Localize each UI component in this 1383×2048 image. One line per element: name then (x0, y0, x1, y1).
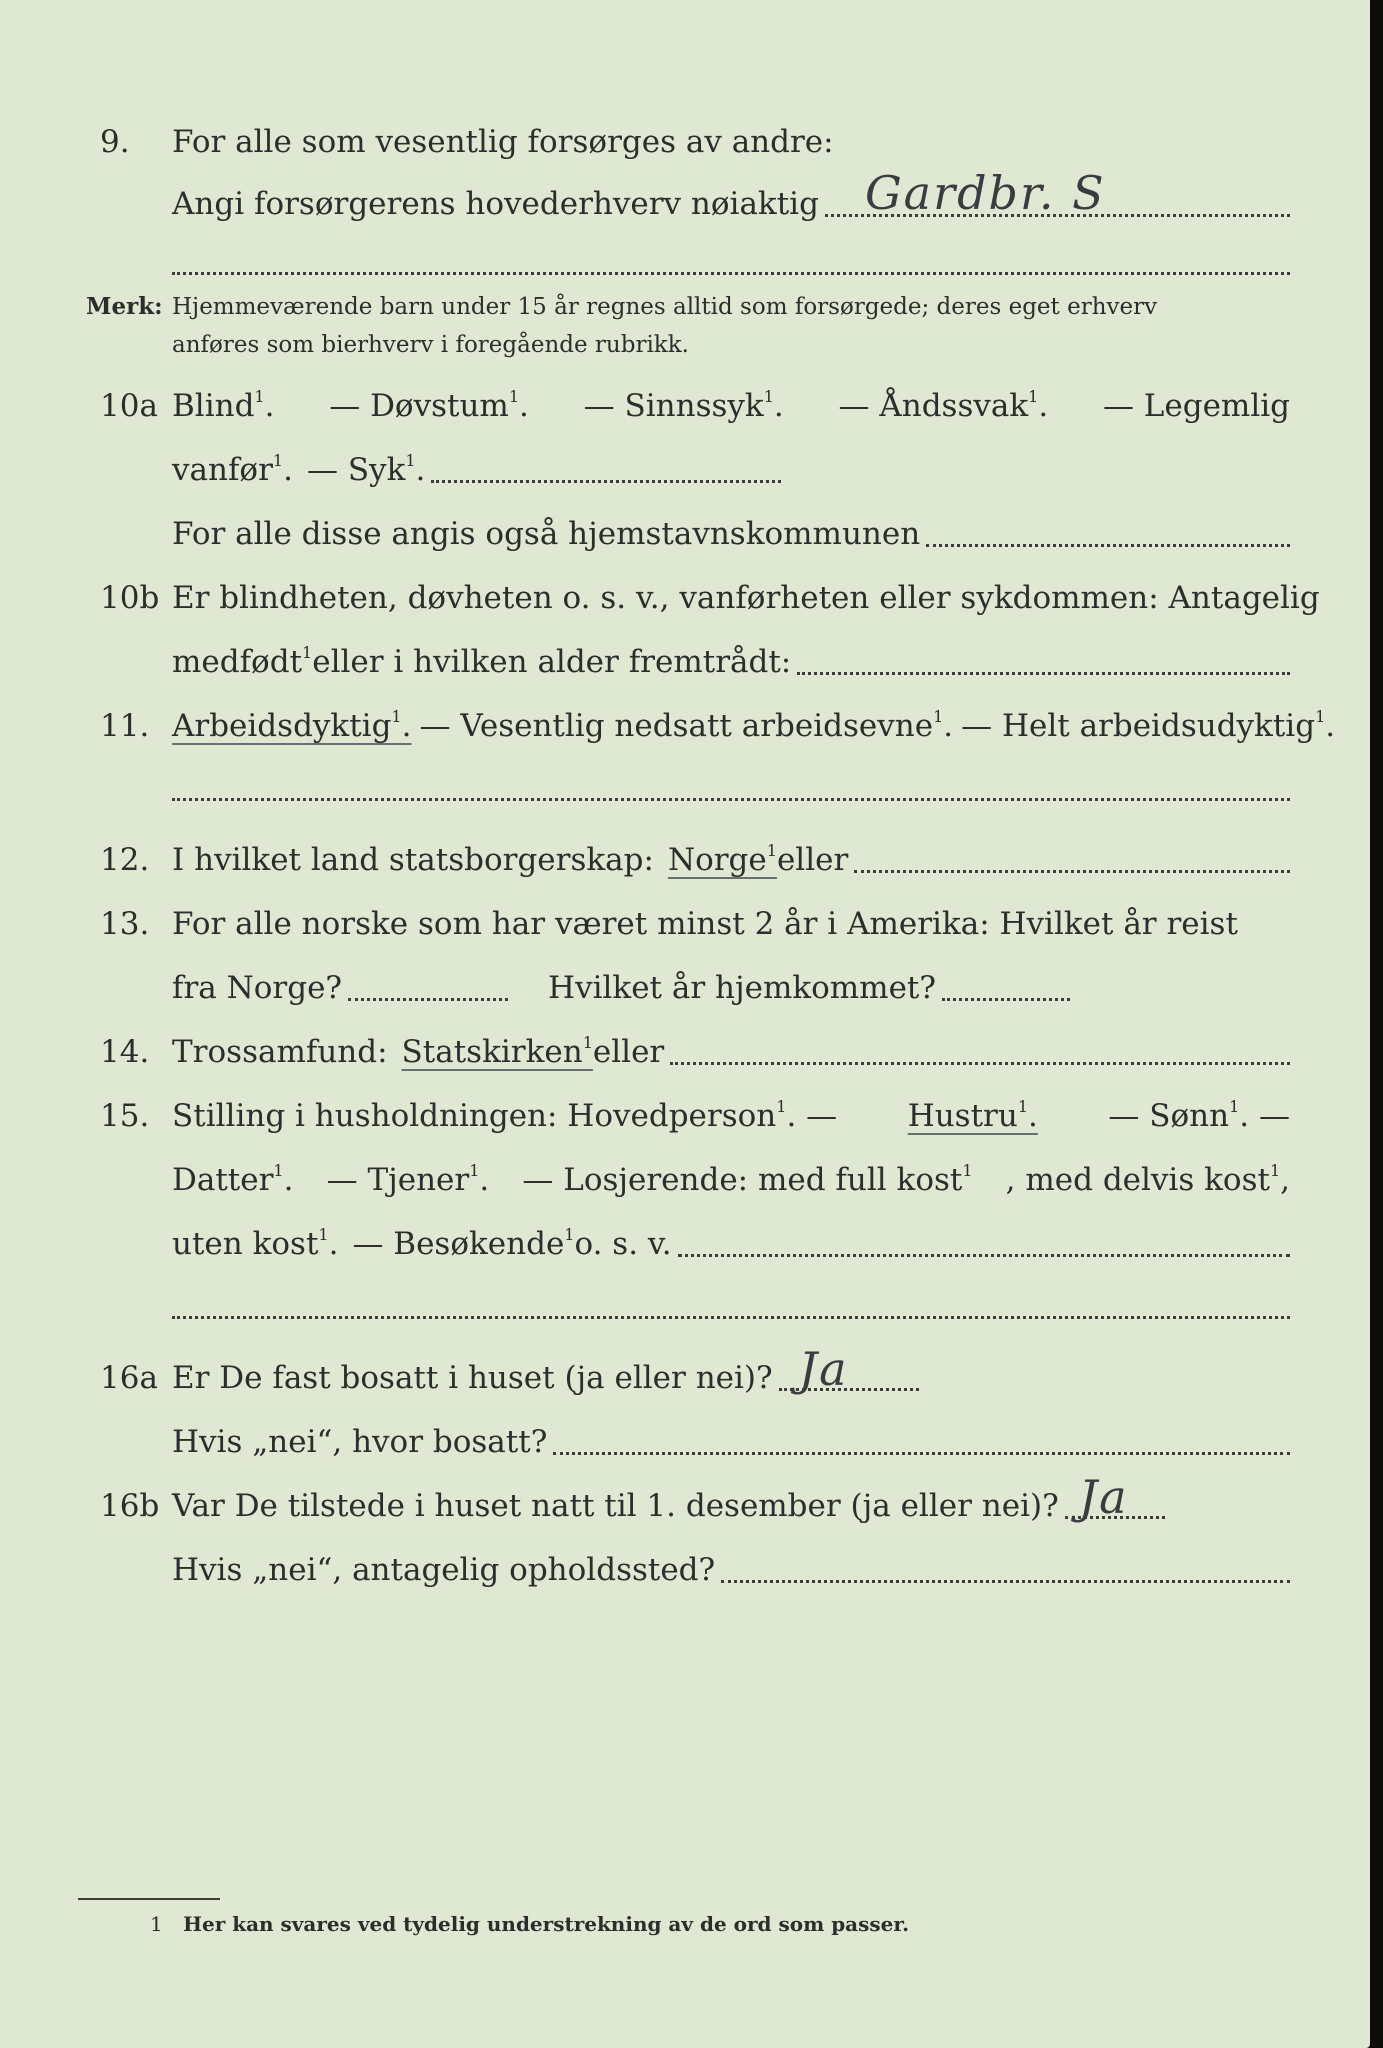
q16a-row-1 (100, 1342, 1290, 1398)
q11-option-nedsatt[interactable]: — Vesentlig nedsatt arbeidsevne$^1$. (419, 707, 954, 744)
q16a-answer-field[interactable] (779, 1342, 919, 1396)
q15-option-uten-kost[interactable]: uten kost$^1$. (172, 1225, 339, 1262)
q10a-row-3 (100, 508, 1290, 554)
q16b-answer-field[interactable] (1065, 1470, 1165, 1524)
q16b-line-2: Hvis „nei“, antagelig opholdssted? (172, 1552, 716, 1588)
q14-row (100, 1026, 1290, 1072)
q9-extra-line (172, 272, 1290, 275)
footnote-mark: 1 (150, 1912, 163, 1936)
q15-option-besokende[interactable]: — Besøkende$^1$ (352, 1225, 575, 1262)
q12-option-norge[interactable]: Norge$^1$ (667, 841, 777, 878)
q10a-number: 10a (100, 388, 158, 424)
q14-lead: Trossamfund: (172, 1034, 388, 1070)
q10a-hjemstavn-field[interactable] (926, 544, 1290, 547)
q16a-bosatt-field[interactable] (553, 1452, 1290, 1455)
q16b-line-1: Var De tilstede i huset natt til 1. desember (ja eller nei)? (172, 1488, 1059, 1524)
q11-row (100, 700, 1336, 746)
q15-stilling-field[interactable] (678, 1254, 1290, 1257)
q10a-option-legemlig[interactable]: — Legemlig (1102, 388, 1290, 424)
q10a-option-vanfor[interactable]: vanfør$^1$. (172, 451, 293, 488)
q13-hjemkommet-field[interactable] (942, 998, 1070, 1001)
q15-row-3 (100, 1218, 1290, 1264)
q16a-line-2: Hvis „nei“, hvor bosatt? (172, 1424, 548, 1460)
q15-option-full-kost[interactable]: — Losjerende: med full kost$^1$ (522, 1161, 973, 1198)
q15-option-hustru[interactable]: Hustru$^1$. (907, 1097, 1038, 1134)
q15-option-delvis-kost[interactable]: , med delvis kost$^1$, (1005, 1161, 1290, 1198)
footnote-rule (78, 1898, 220, 1900)
q13-row-2 (100, 962, 1290, 1008)
mark-line-1: Hjemmeværende barn under 15 år regnes alltid som forsørgede; deres eget erhverv (172, 294, 1158, 320)
q10b-line-1: Er blindheten, døvheten o. s. v., vanførheten eller sykdommen: Antagelig (172, 580, 1320, 616)
footnote (150, 1912, 909, 1936)
q16b-handwritten-answer: Ja (1078, 1470, 1129, 1524)
q10a-option-syk[interactable]: — Syk$^1$. (306, 451, 426, 488)
q16b-row-1 (100, 1470, 1290, 1526)
q9-number: 9. (100, 124, 130, 160)
q14-option-statskirken[interactable]: Statskirken$^1$ (401, 1033, 593, 1070)
q10a-row-1 (100, 380, 1290, 426)
q15-line-3c: o. s. v. (574, 1226, 672, 1262)
q12-lead: I hvilket land statsborgerskap: (172, 842, 654, 878)
q10a-option-andssvak[interactable]: — Åndssvak$^1$. (838, 387, 1049, 424)
q9-row-2 (100, 166, 1290, 224)
q13-reist-field[interactable] (348, 998, 508, 1001)
q15-option-hovedperson[interactable]: Stilling i husholdningen: Hovedperson$^1$. — (172, 1097, 838, 1134)
q9-line-2: Angi forsørgerens hovederhverv nøiaktig (172, 186, 819, 222)
q11-extra-line (172, 798, 1290, 801)
q10a-line-3: For alle disse angis også hjemstavnskommunen (172, 516, 921, 552)
q12-number: 12. (100, 842, 150, 878)
q14-number: 14. (100, 1034, 150, 1070)
q13-line-2b: Hvilket år hjemkommet? (548, 970, 937, 1006)
q13-line-2a: fra Norge? (172, 970, 343, 1006)
q16a-handwritten-answer: Ja (798, 1342, 849, 1396)
q10a-option-sinnssyk[interactable]: — Sinnssyk$^1$. (583, 387, 784, 424)
q16b-row-2 (100, 1544, 1290, 1590)
q15-extra-line (172, 1316, 1290, 1319)
q12-row (100, 834, 1290, 880)
mark-label: Merk: (86, 293, 163, 320)
q10a-option-blind[interactable]: Blind$^1$. (172, 387, 275, 424)
q10b-row-1 (100, 572, 1320, 618)
mark-note (86, 288, 1290, 364)
footnote-text: Her kan svares ved tydelig understrekning av de ord som passer. (183, 1912, 910, 1936)
q10b-alder-field[interactable] (797, 672, 1290, 675)
q13-row-1 (100, 898, 1290, 944)
q15-option-datter[interactable]: Datter$^1$. (172, 1161, 294, 1198)
q15-option-sonn[interactable]: — Sønn$^1$. — (1108, 1097, 1290, 1134)
q9-row-1 (100, 116, 1290, 162)
q15-row-2 (100, 1154, 1290, 1200)
q13-number: 13. (100, 906, 150, 942)
q10b-option-medfodt[interactable]: medfødt$^1$ (172, 643, 313, 680)
q10b-row-2 (100, 636, 1290, 682)
q16a-number: 16a (100, 1360, 158, 1396)
q9-line-1: For alle som vesentlig forsørges av andre: (172, 124, 834, 160)
q11-number: 11. (100, 708, 150, 744)
q10a-option-dovstum[interactable]: — Døvstum$^1$. (329, 387, 529, 424)
q16b-opholdssted-field[interactable] (721, 1580, 1290, 1583)
mark-line-2: anføres som bierhverv i foregående rubrikk. (172, 332, 689, 358)
q14-tail: eller (592, 1034, 665, 1070)
q14-trossamfund-field[interactable] (670, 1062, 1290, 1065)
q10b-number: 10b (100, 580, 160, 616)
q9-handwritten-answer: Gardbr. S (864, 166, 1106, 220)
q10a-row-2 (100, 444, 1290, 490)
q11-option-arbeidsdyktig[interactable]: Arbeidsdyktig$^1$. (172, 707, 412, 744)
q16b-number: 16b (100, 1488, 160, 1524)
q15-row-1 (100, 1090, 1290, 1136)
q12-tail: eller (776, 842, 849, 878)
q16a-line-1: Er De fast bosatt i huset (ja eller nei)? (172, 1360, 773, 1396)
q9-answer-field[interactable] (825, 166, 1290, 220)
q15-number: 15. (100, 1098, 150, 1134)
q10a-syk-field[interactable] (431, 480, 781, 483)
q13-line-1: For alle norske som har været minst 2 år i Amerika: Hvilket år reist (172, 906, 1238, 942)
q10b-line-2: eller i hvilken alder fremtrådt: (312, 644, 792, 680)
q11-option-udyktig[interactable]: — Helt arbeidsudyktig$^1$. (961, 707, 1336, 744)
q16a-row-2 (100, 1416, 1290, 1462)
q15-option-tjener[interactable]: — Tjener$^1$. (326, 1161, 490, 1198)
q12-country-field[interactable] (854, 870, 1290, 873)
